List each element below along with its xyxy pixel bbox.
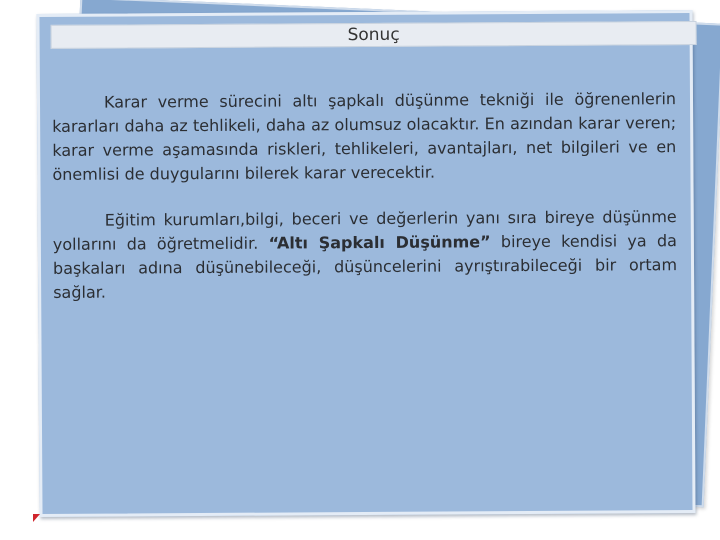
corner-accent-mark — [33, 514, 40, 522]
paragraph-2-end: bireye kendisi ya da başkaları adına düşünebileceği, düşüncelerini ayrıştırabileceği bir ortam sağlar. — [52, 231, 678, 302]
paragraph-2 — [53, 205, 678, 305]
paragraph-1: Karar verme sürecini altı şapkalı düşünme tekniği ile öğrenenlerin kararları daha az tehlikeli, daha az olumsuz olacaktır. En azından karar veren; karar verme aşamasında riskleri, tehlikeleri, avantajları, net bilgileri ve en önemlisi de duygularını bilerek karar verecektir. — [52, 89, 677, 184]
content-card — [36, 10, 695, 517]
paragraph-2-bold: “Altı Şapkalı Düşünme” — [268, 232, 491, 253]
slide-title: Sonuç — [51, 21, 697, 49]
body-text — [52, 87, 677, 305]
paragraph-2-start: Eğitim kurumları,bilgi, beceri ve değerlerin yanı sıra bireye düşünme yollarını da öğretmelidir. — [52, 207, 677, 254]
